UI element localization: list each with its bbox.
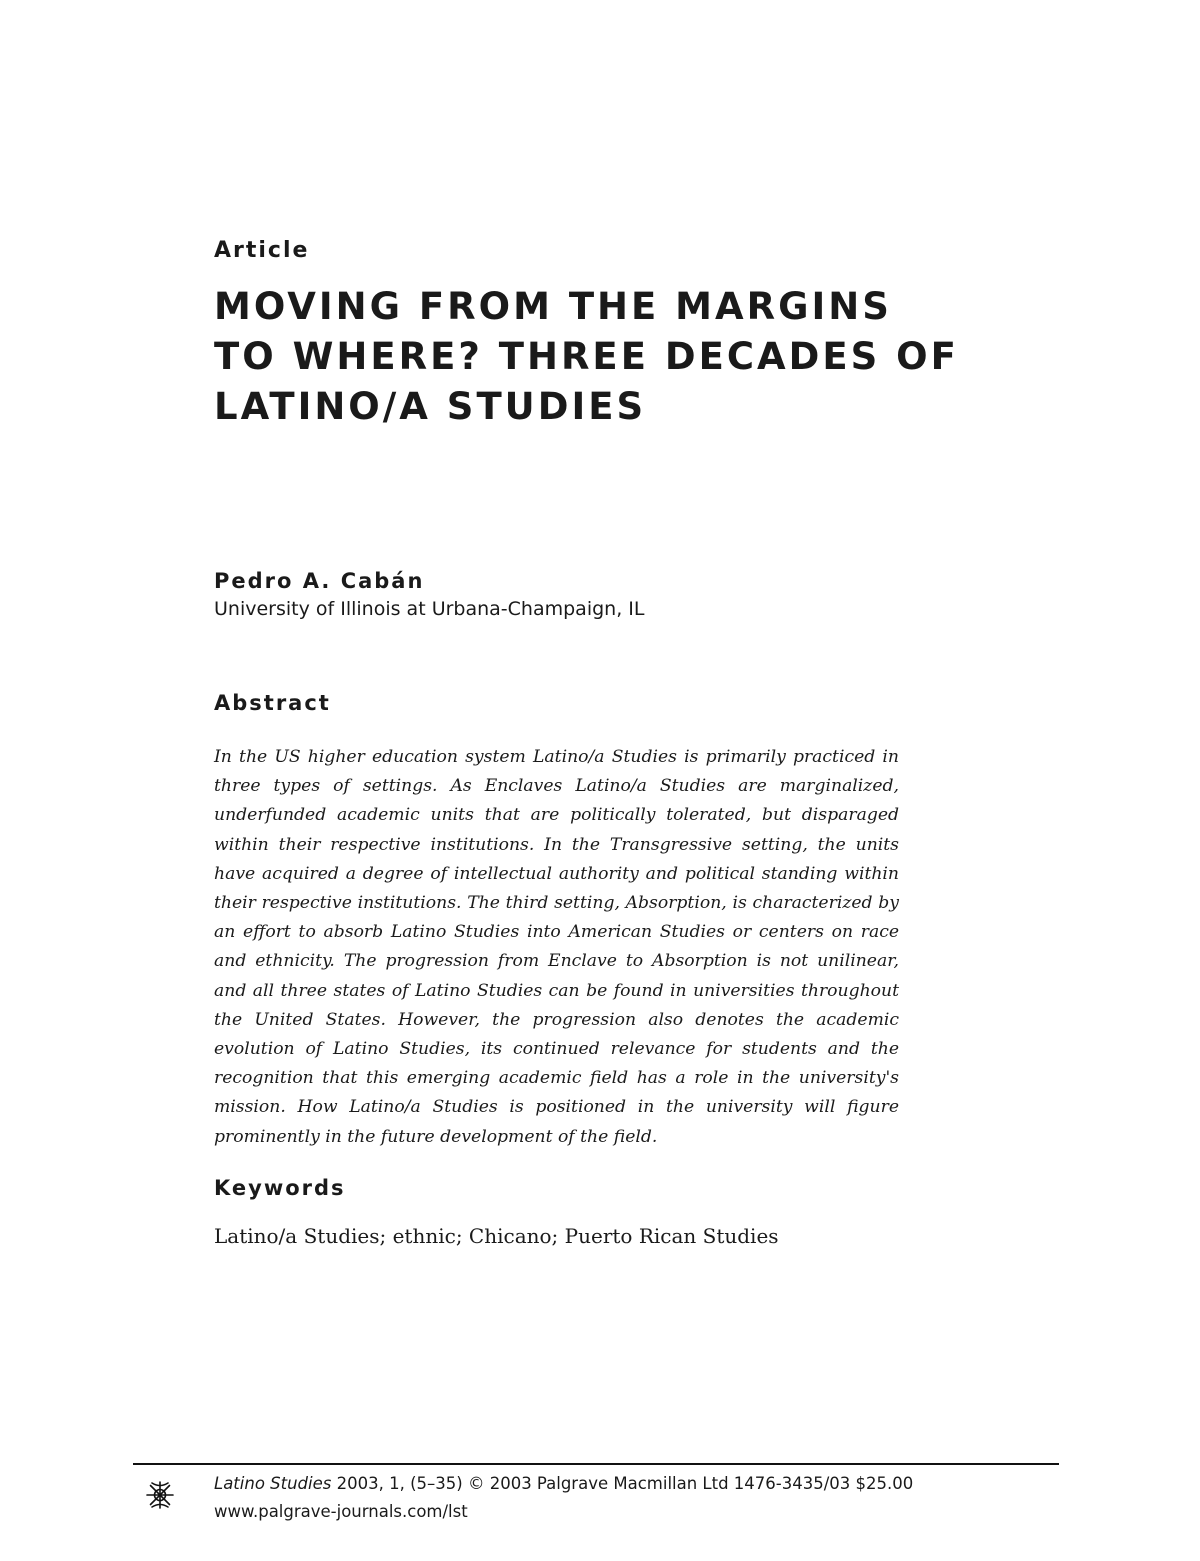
palgrave-logo-icon xyxy=(144,1479,176,1511)
author-affiliation: University of Illinois at Urbana-Champaign, IL xyxy=(214,598,645,620)
citation-details: 2003, 1, (5–35) © 2003 Palgrave Macmillan Ltd 1476-3435/03 $25.00 xyxy=(331,1474,914,1493)
title-line: LATINO/A STUDIES xyxy=(214,385,647,428)
abstract-heading: Abstract xyxy=(214,691,331,715)
journal-url[interactable]: www.palgrave-journals.com/lst xyxy=(214,1502,468,1521)
article-type-label: Article xyxy=(214,238,310,263)
title-line: TO WHERE? THREE DECADES OF xyxy=(214,335,959,378)
journal-name: Latino Studies xyxy=(214,1474,332,1493)
title-line: MOVING FROM THE MARGINS xyxy=(214,285,892,328)
article-title xyxy=(214,282,974,432)
footer-divider xyxy=(133,1463,1059,1465)
abstract-text: In the US higher education system Latino/a Studies is primarily practiced in three types of settings. As Enclaves Latino/a Studies are marginalized, underfunded academic units that are politically tolerated, but disparaged within their respective institutions. In the Transgressive setting, the units have acquired a degree of intellectual authority and political standing within their respective institutions. The third setting, Absorption, is characterized by an effort to absorb Latino Studies into American Studies or centers on race and ethnicity. The progression from Enclave to Absorption is not unilinear, and all three states of Latino Studies can be found in universities throughout the United States. However, the progression also denotes the academic evolution of Latino Studies, its continued relevance for students and the recognition that this emerging academic field has a role in the university's mission. How Latino/a Studies is positioned in the university will figure prominently in the future development of the field. xyxy=(214,747,899,1147)
author-name: Pedro A. Cabán xyxy=(214,569,425,593)
keywords-text: Latino/a Studies; ethnic; Chicano; Puerto Rican Studies xyxy=(214,1224,779,1248)
footer-citation xyxy=(214,1474,913,1493)
keywords-heading: Keywords xyxy=(214,1176,346,1200)
